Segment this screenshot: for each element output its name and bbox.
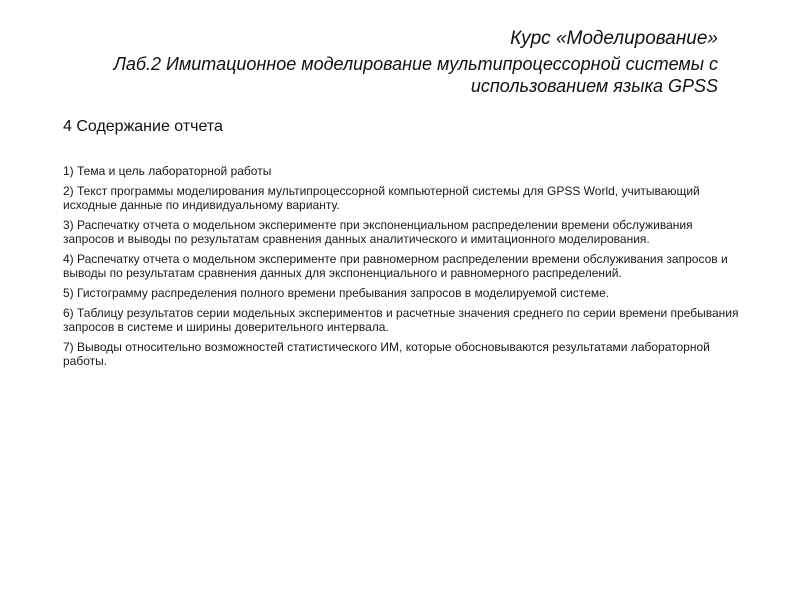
report-contents-list — [63, 164, 743, 374]
list-item-3: 3) Распечатку отчета о модельном эксперименте при экспоненциальном распределении времени обслуживания запросов и выводы по результатам сравнения данных аналитического и имитационного моделирования. — [63, 218, 693, 246]
list-item-7: 7) Выводы относительно возможностей статистического ИМ, которые обосновываются результатами лабораторной работы. — [63, 340, 710, 368]
list-item-2: 2) Текст программы моделирования мультипроцессорной компьютерной системы для GPSS World, учитывающий исходные данные по индивидуальному варианту. — [63, 184, 700, 212]
list-item-4: 4) Распечатку отчета о модельном эксперименте при равномерном распределении времени обслуживания запросов и выводы по результатам сравнения данных для экспоненциального и равномерного распределений. — [63, 252, 728, 280]
course-title: Курс «Моделирование» — [510, 28, 718, 49]
lab-title: Лаб.2 Имитационное моделирование мультипроцессорной системы с использованием языка GPSS — [113, 54, 718, 96]
list-item-6: 6) Таблицу результатов серии модельных экспериментов и расчетные значения среднего по серии времени пребывания запросов в системе и ширины доверительного интервала. — [63, 306, 739, 334]
section-heading: 4 Содержание отчета — [63, 118, 223, 135]
list-item-1: 1) Тема и цель лабораторной работы — [63, 164, 272, 178]
list-item-5: 5) Гистограмму распределения полного времени пребывания запросов в моделируемой системе. — [63, 286, 610, 300]
